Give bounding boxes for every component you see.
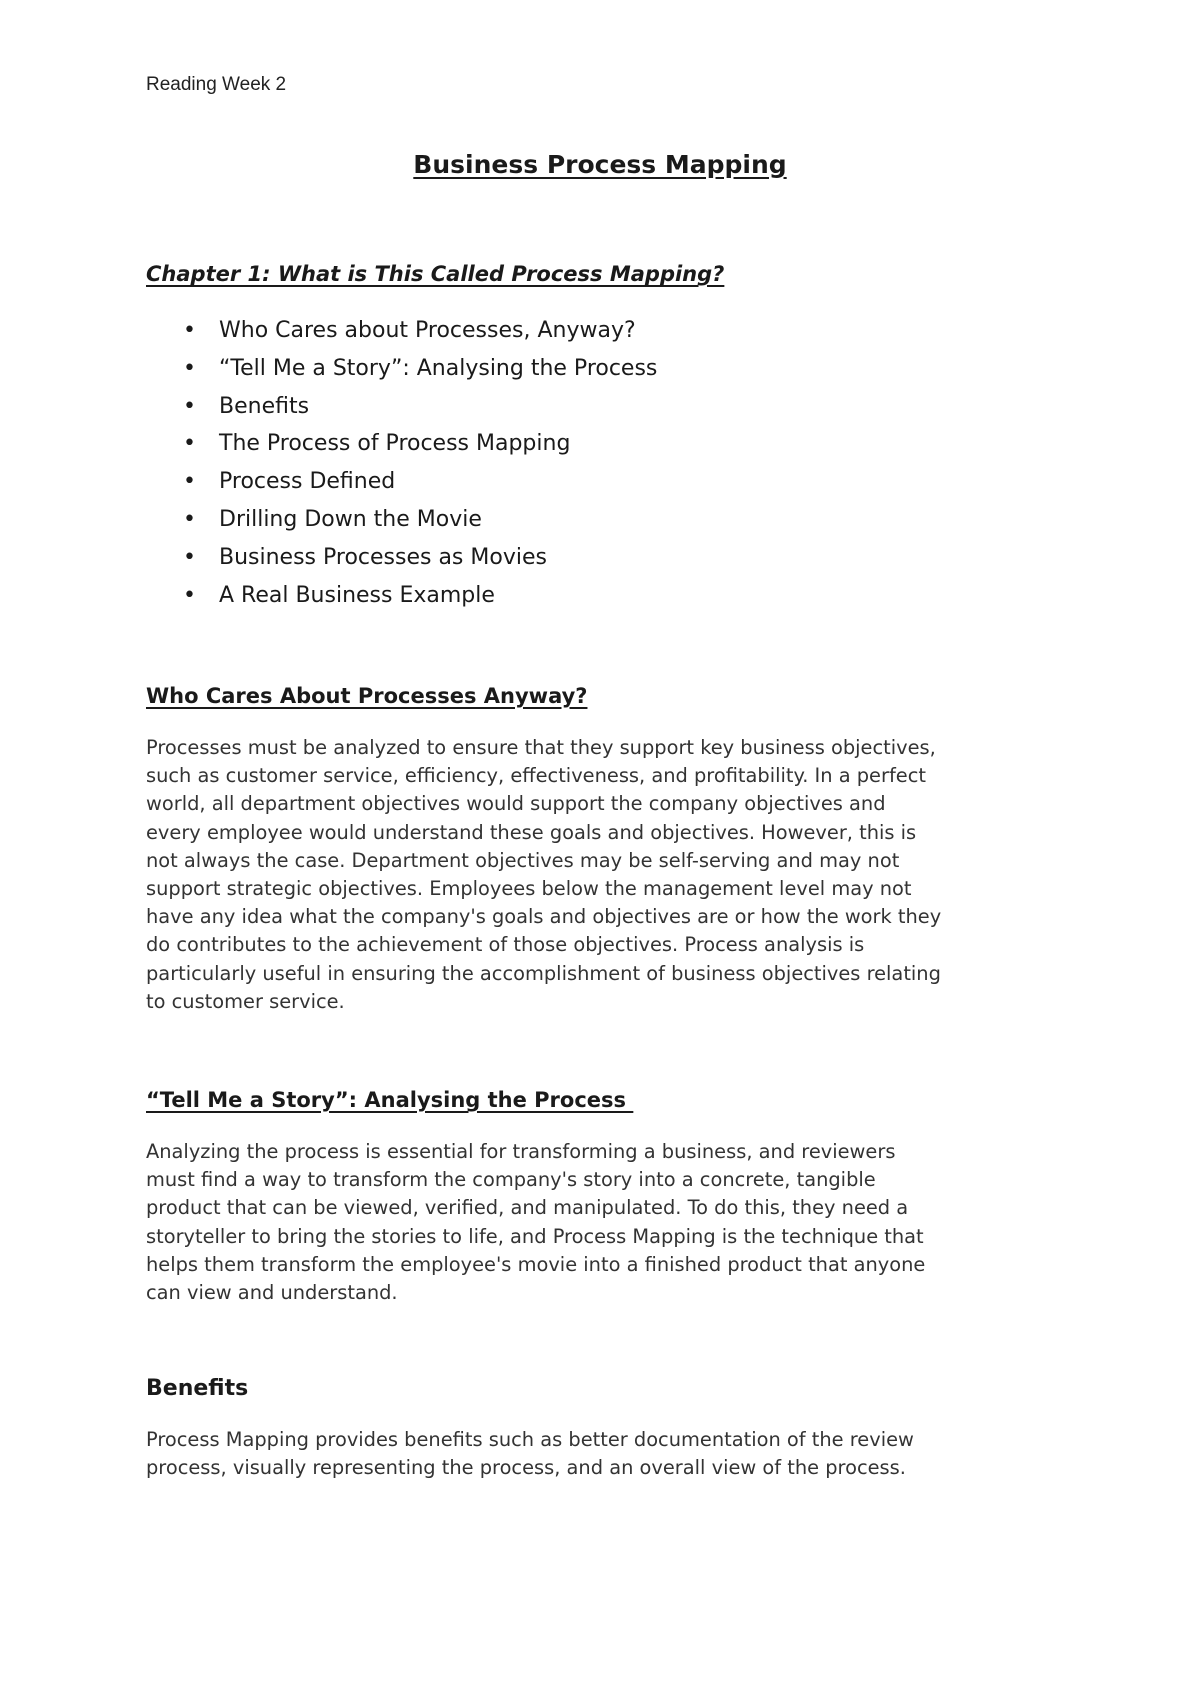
list-item bbox=[146, 539, 657, 577]
list-item bbox=[146, 577, 657, 615]
page-header: Reading Week 2 bbox=[146, 74, 287, 95]
paragraph-line: can view and understand. bbox=[146, 1281, 398, 1305]
paragraph-line: Processes must be analyzed to ensure that they support key business objectives, bbox=[146, 736, 936, 759]
bullet-icon: • bbox=[183, 544, 196, 570]
list-item bbox=[146, 425, 657, 463]
list-item bbox=[146, 388, 657, 426]
list-item-label: Who Cares about Processes, Anyway? bbox=[219, 318, 636, 343]
paragraph-line: every employee would understand these goals and objectives. However, this is bbox=[146, 820, 917, 844]
paragraph-line: storyteller to bring the stories to life, and Process Mapping is the technique that bbox=[146, 1224, 924, 1248]
paragraph-line: process, visually representing the process, and an overall view of the process. bbox=[146, 1456, 906, 1480]
paragraph-line: helps them transform the employee's movie into a finished product that anyone bbox=[146, 1252, 926, 1276]
list-item bbox=[146, 463, 657, 501]
paragraph-line: do contributes to the achievement of those objectives. Process analysis is bbox=[146, 933, 865, 957]
document-title: Business Process Mapping bbox=[413, 150, 787, 179]
paragraph-line: support strategic objectives. Employees below the management level may not bbox=[146, 877, 912, 901]
list-item-label: A Real Business Example bbox=[219, 582, 495, 608]
paragraph-line: must find a way to transform the company's story into a concrete, tangible bbox=[146, 1168, 876, 1192]
bullet-icon: • bbox=[183, 355, 196, 381]
paragraph-line: not always the case. Department objectives may be self-serving and may not bbox=[146, 848, 900, 872]
section-heading-tell-me-a-story: “Tell Me a Story”: Analysing the Process bbox=[146, 1088, 634, 1112]
paragraph-line: product that can be viewed, verified, and manipulated. To do this, they need a bbox=[146, 1196, 909, 1220]
paragraph-line: to customer service. bbox=[146, 989, 345, 1013]
list-item-label: Benefits bbox=[219, 393, 310, 419]
paragraph-line: world, all department objectives would support the company objectives and bbox=[146, 792, 886, 816]
section-paragraph-benefits bbox=[146, 1426, 1086, 1482]
chapter-heading: Chapter 1: What is This Called Process Mapping? bbox=[146, 262, 725, 286]
bullet-icon: • bbox=[183, 582, 196, 608]
bullet-icon: • bbox=[183, 506, 196, 532]
bullet-icon: • bbox=[183, 469, 196, 495]
section-paragraph-tell-me-a-story bbox=[146, 1138, 1086, 1307]
section-paragraph-who-cares bbox=[146, 734, 1086, 1016]
paragraph-line: such as customer service, efficiency, effectiveness, and profitability. In a perfect bbox=[146, 764, 926, 788]
list-item-label: Process Defined bbox=[219, 469, 396, 495]
list-item bbox=[146, 350, 657, 388]
list-item-label: The Process of Process Mapping bbox=[219, 431, 571, 457]
list-item bbox=[146, 501, 657, 539]
bullet-icon: • bbox=[183, 431, 196, 457]
bullet-icon: • bbox=[183, 318, 196, 343]
paragraph-line: have any idea what the company's goals and objectives are or how the work they bbox=[146, 905, 942, 929]
list-item-label: Drilling Down the Movie bbox=[219, 506, 482, 532]
paragraph-line: particularly useful in ensuring the accomplishment of business objectives relating bbox=[146, 961, 941, 985]
paragraph-line: Analyzing the process is essential for transforming a business, and reviewers bbox=[146, 1140, 896, 1163]
section-heading-who-cares: Who Cares About Processes Anyway? bbox=[146, 684, 588, 708]
section-heading-benefits: Benefits bbox=[146, 1376, 249, 1401]
list-item bbox=[146, 312, 657, 350]
paragraph-line: Process Mapping provides benefits such as better documentation of the review bbox=[146, 1428, 914, 1451]
bullet-icon: • bbox=[183, 393, 196, 419]
list-item-label: “Tell Me a Story”: Analysing the Process bbox=[219, 355, 658, 381]
chapter-contents-list bbox=[146, 312, 657, 614]
list-item-label: Business Processes as Movies bbox=[219, 544, 547, 570]
